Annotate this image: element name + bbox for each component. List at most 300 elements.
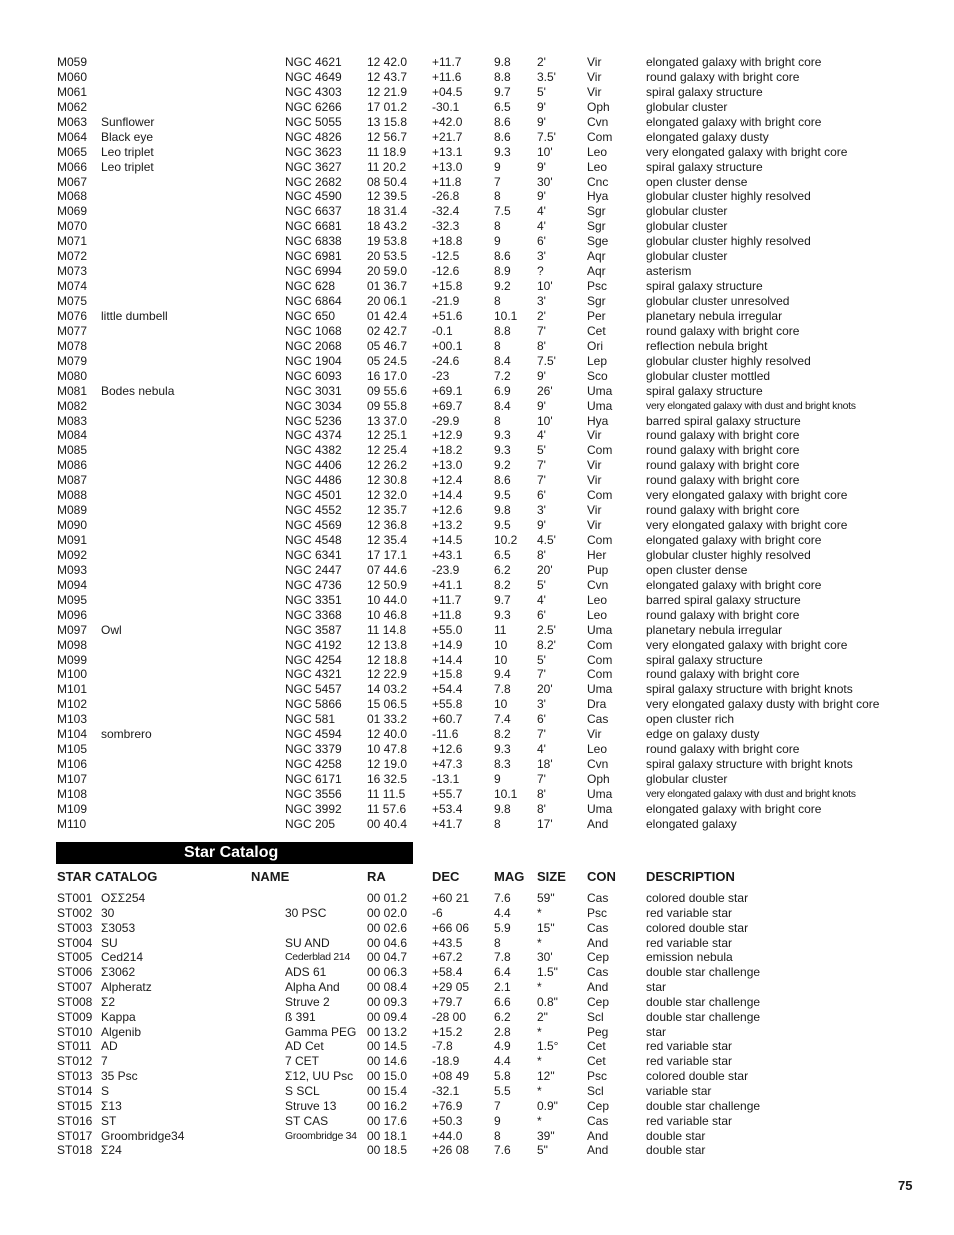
cell-dec: -23.9 bbox=[432, 562, 460, 577]
cell-id: M073 bbox=[57, 264, 88, 279]
cell-size: 4' bbox=[537, 592, 546, 607]
cell-alt-name: 30 PSC bbox=[285, 905, 327, 920]
cell-con: Vir bbox=[587, 428, 602, 443]
cell-ra: 18 43.2 bbox=[367, 219, 408, 234]
cell-con: Peg bbox=[587, 1024, 609, 1039]
cell-id: M108 bbox=[57, 786, 88, 801]
cell-dec: +58.4 bbox=[432, 965, 463, 980]
cell-id: M094 bbox=[57, 577, 88, 592]
cell-con: Lep bbox=[587, 353, 608, 368]
cell-ra: 11 20.2 bbox=[367, 159, 407, 174]
cell-dec: +29 05 bbox=[432, 980, 470, 995]
cell-description: globular cluster bbox=[646, 99, 728, 114]
cell-alt-name: NGC 4569 bbox=[285, 518, 342, 533]
cell-ra: 11 57.6 bbox=[367, 801, 407, 816]
cell-dec: -12.6 bbox=[432, 264, 460, 279]
cell-name: Kappa bbox=[101, 1009, 136, 1024]
cell-description: reflection nebula bright bbox=[646, 338, 768, 353]
cell-description: globular cluster bbox=[646, 249, 728, 264]
cell-mag: 7 bbox=[494, 1098, 501, 1113]
table-row bbox=[57, 1025, 897, 1040]
cell-dec: +69.7 bbox=[432, 398, 463, 413]
cell-con: Hya bbox=[587, 413, 609, 428]
cell-description: very elongated galaxy with bright core bbox=[646, 144, 848, 159]
cell-ra: 12 56.7 bbox=[367, 129, 408, 144]
cell-mag: 7.5 bbox=[494, 204, 511, 219]
cell-mag: 5.8 bbox=[494, 1069, 511, 1084]
cell-ra: 00 13.2 bbox=[367, 1024, 408, 1039]
cell-mag: 8 bbox=[494, 935, 501, 950]
cell-con: Uma bbox=[587, 786, 613, 801]
table-row bbox=[57, 1069, 897, 1084]
cell-description: double star challenge bbox=[646, 965, 761, 980]
cell-size: 9' bbox=[537, 159, 546, 174]
cell-ra: 00 18.1 bbox=[367, 1128, 408, 1143]
table-row bbox=[57, 578, 897, 593]
cell-alt-name: NGC 6266 bbox=[285, 99, 342, 114]
cell-size: 8' bbox=[537, 801, 546, 816]
cell-mag: 9.3 bbox=[494, 144, 511, 159]
cell-mag: 7.8 bbox=[494, 950, 511, 965]
table-row bbox=[57, 189, 897, 204]
cell-ra: 00 04.6 bbox=[367, 935, 408, 950]
cell-alt-name: NGC 6994 bbox=[285, 264, 342, 279]
cell-con: Cep bbox=[587, 950, 610, 965]
cell-mag: 8.2 bbox=[494, 577, 511, 592]
cell-name: Alpheratz bbox=[101, 980, 152, 995]
table-row bbox=[57, 682, 897, 697]
cell-alt-name: NGC 3992 bbox=[285, 801, 342, 816]
cell-con: And bbox=[587, 935, 609, 950]
cell-ra: 10 47.8 bbox=[367, 742, 408, 757]
cell-size: 30' bbox=[537, 174, 553, 189]
cell-ra: 12 21.9 bbox=[367, 84, 408, 99]
cell-dec: +11.8 bbox=[432, 607, 462, 622]
cell-con: Cas bbox=[587, 1113, 609, 1128]
cell-name: Sunflower bbox=[101, 114, 155, 129]
cell-alt-name: NGC 4321 bbox=[285, 667, 342, 682]
cell-dec: +15.8 bbox=[432, 667, 463, 682]
cell-alt-name: NGC 2447 bbox=[285, 562, 342, 577]
table-row bbox=[57, 145, 897, 160]
table-row bbox=[57, 384, 897, 399]
table-row bbox=[57, 1010, 897, 1025]
cell-con: Vir bbox=[587, 473, 602, 488]
cell-con: Vir bbox=[587, 84, 602, 99]
cell-size: 9' bbox=[537, 99, 546, 114]
cell-ra: 00 02.0 bbox=[367, 905, 408, 920]
cell-ra: 20 59.0 bbox=[367, 264, 408, 279]
cell-id: ST016 bbox=[57, 1113, 93, 1128]
cell-size: 3' bbox=[537, 294, 546, 308]
cell-ra: 13 15.8 bbox=[367, 114, 408, 129]
cell-con: Cas bbox=[587, 712, 609, 727]
cell-alt-name: Cederblad 214 bbox=[285, 951, 350, 964]
table-row bbox=[57, 608, 897, 623]
cell-id: ST009 bbox=[57, 1009, 93, 1024]
cell-description: very elongated galaxy with dust and bright knots bbox=[646, 399, 856, 412]
cell-size: 3' bbox=[537, 503, 546, 518]
cell-id: ST012 bbox=[57, 1054, 93, 1069]
table-row bbox=[57, 757, 897, 772]
cell-description: open cluster dense bbox=[646, 174, 748, 189]
cell-con: Ori bbox=[587, 338, 603, 353]
cell-id: ST013 bbox=[57, 1069, 93, 1084]
cell-dec: +55.0 bbox=[432, 622, 463, 637]
cell-description: red variable star bbox=[646, 1039, 733, 1054]
cell-id: M092 bbox=[57, 547, 88, 562]
cell-name: little dumbell bbox=[101, 308, 168, 323]
cell-id: M070 bbox=[57, 219, 88, 234]
cell-alt-name: NGC 4594 bbox=[285, 727, 342, 742]
cell-dec: +11.7 bbox=[432, 55, 462, 69]
cell-dec: +67.2 bbox=[432, 950, 463, 965]
cell-alt-name: NGC 3351 bbox=[285, 592, 342, 607]
cell-alt-name: NGC 628 bbox=[285, 279, 336, 294]
cell-con: And bbox=[587, 1128, 609, 1143]
cell-size: 4' bbox=[537, 219, 546, 234]
cell-con: Cvn bbox=[587, 577, 609, 592]
cell-ra: 14 03.2 bbox=[367, 682, 408, 697]
table-row bbox=[57, 130, 897, 145]
cell-size: 3.5' bbox=[537, 69, 556, 84]
cell-alt-name: NGC 4192 bbox=[285, 637, 342, 652]
cell-dec: +53.4 bbox=[432, 801, 463, 816]
cell-dec: -30.1 bbox=[432, 99, 460, 114]
cell-alt-name: NGC 3031 bbox=[285, 383, 342, 398]
cell-con: Scl bbox=[587, 1009, 604, 1024]
cell-dec: +47.3 bbox=[432, 757, 463, 772]
cell-id: M059 bbox=[57, 55, 88, 69]
table-row bbox=[57, 70, 897, 85]
cell-size: * bbox=[537, 1083, 542, 1098]
cell-name: 30 bbox=[101, 905, 115, 920]
table-row bbox=[57, 339, 897, 354]
cell-con: Cvn bbox=[587, 757, 609, 772]
cell-dec: -32.1 bbox=[432, 1083, 460, 1098]
cell-alt-name: NGC 4374 bbox=[285, 428, 342, 443]
cell-description: very elongated galaxy with bright core bbox=[646, 518, 848, 533]
cell-alt-name: Groombridge 34 bbox=[285, 1129, 357, 1142]
cell-alt-name: NGC 6981 bbox=[285, 249, 342, 264]
cell-dec: +76.9 bbox=[432, 1098, 463, 1113]
cell-size: * bbox=[537, 935, 542, 950]
cell-description: elongated galaxy with bright core bbox=[646, 801, 822, 816]
cell-id: M080 bbox=[57, 368, 88, 383]
cell-size: 7' bbox=[537, 473, 546, 488]
cell-dec: +14.4 bbox=[432, 652, 463, 667]
cell-id: M063 bbox=[57, 114, 88, 129]
cell-id: ST014 bbox=[57, 1083, 93, 1098]
cell-con: Sgr bbox=[587, 204, 606, 219]
cell-mag: 9.5 bbox=[494, 488, 511, 503]
cell-alt-name: NGC 3368 bbox=[285, 607, 342, 622]
cell-description: elongated galaxy with bright core bbox=[646, 577, 822, 592]
cell-id: ST015 bbox=[57, 1098, 93, 1113]
cell-name: ST bbox=[101, 1113, 117, 1128]
cell-mag: 9.8 bbox=[494, 503, 511, 518]
cell-dec: +13.0 bbox=[432, 159, 463, 174]
cell-size: 7.5' bbox=[537, 129, 556, 144]
cell-name: 7 bbox=[101, 1054, 108, 1069]
cell-id: ST017 bbox=[57, 1128, 93, 1143]
cell-dec: +42.0 bbox=[432, 114, 463, 129]
cell-con: Leo bbox=[587, 159, 608, 174]
cell-con: And bbox=[587, 1143, 609, 1158]
cell-ra: 00 14.5 bbox=[367, 1039, 408, 1054]
cell-description: double star challenge bbox=[646, 1009, 761, 1024]
header-description: DESCRIPTION bbox=[646, 869, 735, 884]
cell-name: Σ3062 bbox=[101, 965, 136, 980]
cell-description: spiral galaxy structure bbox=[646, 652, 763, 667]
cell-name: Σ13 bbox=[101, 1098, 122, 1113]
cell-id: M085 bbox=[57, 443, 88, 458]
cell-name: Algenib bbox=[101, 1024, 142, 1039]
cell-con: And bbox=[587, 816, 609, 831]
cell-id: ST005 bbox=[57, 950, 93, 965]
cell-dec: -11.6 bbox=[432, 727, 459, 742]
cell-description: round galaxy with bright core bbox=[646, 742, 800, 757]
cell-con: Cep bbox=[587, 994, 610, 1009]
cell-ra: 18 31.4 bbox=[367, 204, 408, 219]
cell-description: globular cluster highly resolved bbox=[646, 353, 811, 368]
cell-dec: +11.6 bbox=[432, 69, 462, 84]
cell-description: colored double star bbox=[646, 920, 749, 935]
cell-mag: 4.9 bbox=[494, 1039, 511, 1054]
cell-description: globular cluster unresolved bbox=[646, 294, 790, 308]
cell-size: 8.2' bbox=[537, 637, 556, 652]
cell-id: M083 bbox=[57, 413, 88, 428]
cell-id: M075 bbox=[57, 294, 88, 308]
cell-description: elongated galaxy with bright core bbox=[646, 55, 822, 69]
cell-alt-name: NGC 5457 bbox=[285, 682, 342, 697]
cell-mag: 7.8 bbox=[494, 682, 511, 697]
cell-alt-name: NGC 4552 bbox=[285, 503, 342, 518]
cell-alt-name: NGC 6341 bbox=[285, 547, 342, 562]
cell-alt-name: NGC 3034 bbox=[285, 398, 342, 413]
cell-alt-name: NGC 4501 bbox=[285, 488, 342, 503]
cell-id: M067 bbox=[57, 174, 88, 189]
cell-dec: -6 bbox=[432, 905, 443, 920]
cell-mag: 10.2 bbox=[494, 533, 518, 547]
cell-dec: +14.5 bbox=[432, 533, 463, 547]
cell-ra: 00 06.3 bbox=[367, 965, 408, 980]
table-row bbox=[57, 980, 897, 995]
cell-size: 8' bbox=[537, 786, 546, 801]
cell-description: edge on galaxy dusty bbox=[646, 727, 760, 742]
cell-mag: 8 bbox=[494, 219, 501, 234]
table-row bbox=[57, 548, 897, 563]
cell-description: round galaxy with bright core bbox=[646, 443, 800, 458]
cell-con: Cet bbox=[587, 1039, 606, 1054]
cell-dec: -0.1 bbox=[432, 323, 453, 338]
table-row bbox=[57, 55, 897, 70]
cell-alt-name: S SCL bbox=[285, 1083, 320, 1098]
cell-alt-name: ß 391 bbox=[285, 1009, 316, 1024]
cell-mag: 9 bbox=[494, 1113, 501, 1128]
cell-con: Uma bbox=[587, 801, 613, 816]
cell-description: round galaxy with bright core bbox=[646, 503, 800, 518]
cell-size: * bbox=[537, 1024, 542, 1039]
cell-alt-name: NGC 4258 bbox=[285, 757, 342, 772]
cell-mag: 6.2 bbox=[494, 1009, 511, 1024]
cell-alt-name: NGC 650 bbox=[285, 308, 336, 323]
cell-ra: 20 53.5 bbox=[367, 249, 408, 264]
cell-ra: 00 14.6 bbox=[367, 1054, 408, 1069]
table-row bbox=[57, 772, 897, 787]
cell-ra: 01 36.7 bbox=[367, 279, 408, 294]
cell-dec: +18.8 bbox=[432, 234, 463, 249]
table-row bbox=[57, 623, 897, 638]
cell-con: Pup bbox=[587, 562, 609, 577]
cell-alt-name: NGC 3623 bbox=[285, 144, 342, 159]
cell-description: globular cluster bbox=[646, 204, 728, 219]
cell-alt-name: NGC 3556 bbox=[285, 786, 342, 801]
cell-id: M093 bbox=[57, 562, 88, 577]
cell-id: M082 bbox=[57, 398, 88, 413]
cell-dec: -21.9 bbox=[432, 294, 460, 308]
cell-alt-name: NGC 4303 bbox=[285, 84, 342, 99]
cell-mag: 8.8 bbox=[494, 323, 511, 338]
table-row bbox=[57, 1084, 897, 1099]
table-row bbox=[57, 1099, 897, 1114]
cell-dec: +12.6 bbox=[432, 503, 463, 518]
cell-dec: +14.4 bbox=[432, 488, 463, 503]
cell-name: Σ24 bbox=[101, 1143, 122, 1158]
cell-mag: 9.3 bbox=[494, 742, 511, 757]
cell-id: M076 bbox=[57, 308, 88, 323]
cell-alt-name: NGC 2682 bbox=[285, 174, 342, 189]
cell-alt-name: Σ12, UU Psc bbox=[285, 1069, 354, 1084]
table-row bbox=[57, 518, 897, 533]
cell-name: Owl bbox=[101, 622, 122, 637]
table-row bbox=[57, 1039, 897, 1054]
cell-dec: +41.7 bbox=[432, 816, 463, 831]
cell-alt-name: NGC 6838 bbox=[285, 234, 342, 249]
table-row bbox=[57, 443, 897, 458]
cell-size: 1.5° bbox=[537, 1039, 559, 1054]
cell-size: 9' bbox=[537, 398, 546, 413]
cell-size: * bbox=[537, 1054, 542, 1069]
table-row bbox=[57, 264, 897, 279]
cell-alt-name: NGC 3379 bbox=[285, 742, 342, 757]
cell-description: globular cluster bbox=[646, 219, 728, 234]
cell-ra: 19 53.8 bbox=[367, 234, 408, 249]
cell-con: Aqr bbox=[587, 264, 606, 279]
cell-ra: 09 55.6 bbox=[367, 383, 408, 398]
cell-ra: 12 25.4 bbox=[367, 443, 408, 458]
cell-mag: 8 bbox=[494, 189, 501, 204]
cell-mag: 9.3 bbox=[494, 607, 511, 622]
cell-mag: 10 bbox=[494, 697, 508, 712]
cell-alt-name: NGC 6171 bbox=[285, 772, 342, 786]
cell-description: spiral galaxy structure bbox=[646, 159, 763, 174]
cell-dec: +13.1 bbox=[432, 144, 463, 159]
cell-con: Uma bbox=[587, 398, 613, 413]
cell-ra: 12 30.8 bbox=[367, 473, 408, 488]
cell-size: 59" bbox=[537, 891, 555, 905]
cell-con: Cas bbox=[587, 965, 609, 980]
cell-name: Σ3053 bbox=[101, 920, 136, 935]
cell-description: globular cluster highly resolved bbox=[646, 234, 811, 249]
table-row bbox=[57, 593, 897, 608]
cell-description: red variable star bbox=[646, 1113, 733, 1128]
cell-con: Com bbox=[587, 129, 613, 144]
cell-mag: 2.1 bbox=[494, 980, 511, 995]
cell-dec: +44.0 bbox=[432, 1128, 463, 1143]
cell-size: 8' bbox=[537, 338, 546, 353]
table-row bbox=[57, 503, 897, 518]
cell-con: Psc bbox=[587, 1069, 608, 1084]
cell-description: spiral galaxy structure with bright knots bbox=[646, 682, 853, 697]
cell-mag: 7.6 bbox=[494, 891, 511, 905]
cell-ra: 12 40.0 bbox=[367, 727, 408, 742]
cell-con: Uma bbox=[587, 383, 613, 398]
table-row bbox=[57, 950, 897, 965]
table-row bbox=[57, 399, 897, 414]
cell-id: ST007 bbox=[57, 980, 93, 995]
table-row bbox=[57, 921, 897, 936]
header-mag: MAG bbox=[494, 869, 525, 884]
cell-alt-name: Struve 2 bbox=[285, 994, 330, 1009]
cell-alt-name: NGC 205 bbox=[285, 816, 336, 831]
cell-con: Leo bbox=[587, 592, 608, 607]
cell-description: very elongated galaxy dusty with bright core bbox=[646, 697, 880, 712]
cell-ra: 20 06.1 bbox=[367, 294, 408, 308]
cell-ra: 10 44.0 bbox=[367, 592, 408, 607]
cell-dec: -29.9 bbox=[432, 413, 460, 428]
cell-id: M089 bbox=[57, 503, 88, 518]
header-ra: RA bbox=[367, 869, 386, 884]
cell-con: Aqr bbox=[587, 249, 606, 264]
cell-name: AD bbox=[101, 1039, 118, 1054]
cell-mag: 9.2 bbox=[494, 279, 511, 294]
cell-description: very elongated galaxy with bright core bbox=[646, 637, 848, 652]
cell-description: spiral galaxy structure bbox=[646, 279, 763, 294]
table-row bbox=[57, 906, 897, 921]
cell-description: star bbox=[646, 1024, 667, 1039]
cell-con: And bbox=[587, 980, 609, 995]
cell-ra: 07 44.6 bbox=[367, 562, 408, 577]
cell-con: Sgr bbox=[587, 294, 606, 308]
header-con: CON bbox=[587, 869, 616, 884]
cell-name: Leo triplet bbox=[101, 159, 154, 174]
cell-id: M088 bbox=[57, 488, 88, 503]
cell-dec: +15.2 bbox=[432, 1024, 463, 1039]
star-catalog-table bbox=[57, 891, 897, 1158]
cell-ra: 05 46.7 bbox=[367, 338, 408, 353]
cell-con: Cas bbox=[587, 920, 609, 935]
cell-mag: 9 bbox=[494, 159, 501, 174]
cell-mag: 8.6 bbox=[494, 249, 511, 264]
cell-alt-name: NGC 4736 bbox=[285, 577, 342, 592]
cell-description: barred spiral galaxy structure bbox=[646, 413, 801, 428]
cell-size: 10' bbox=[537, 144, 553, 159]
cell-id: M077 bbox=[57, 323, 88, 338]
cell-alt-name: ADS 61 bbox=[285, 965, 327, 980]
cell-mag: 8 bbox=[494, 1128, 501, 1143]
section-banner bbox=[56, 842, 413, 864]
cell-description: double star challenge bbox=[646, 994, 761, 1009]
cell-description: round galaxy with bright core bbox=[646, 323, 800, 338]
cell-size: 6' bbox=[537, 712, 546, 727]
cell-id: ST001 bbox=[57, 891, 93, 905]
cell-alt-name: AD Cet bbox=[285, 1039, 324, 1054]
cell-ra: 15 06.5 bbox=[367, 697, 408, 712]
cell-description: globular cluster highly resolved bbox=[646, 547, 811, 562]
cell-dec: +69.1 bbox=[432, 383, 463, 398]
cell-name: SU bbox=[101, 935, 118, 950]
